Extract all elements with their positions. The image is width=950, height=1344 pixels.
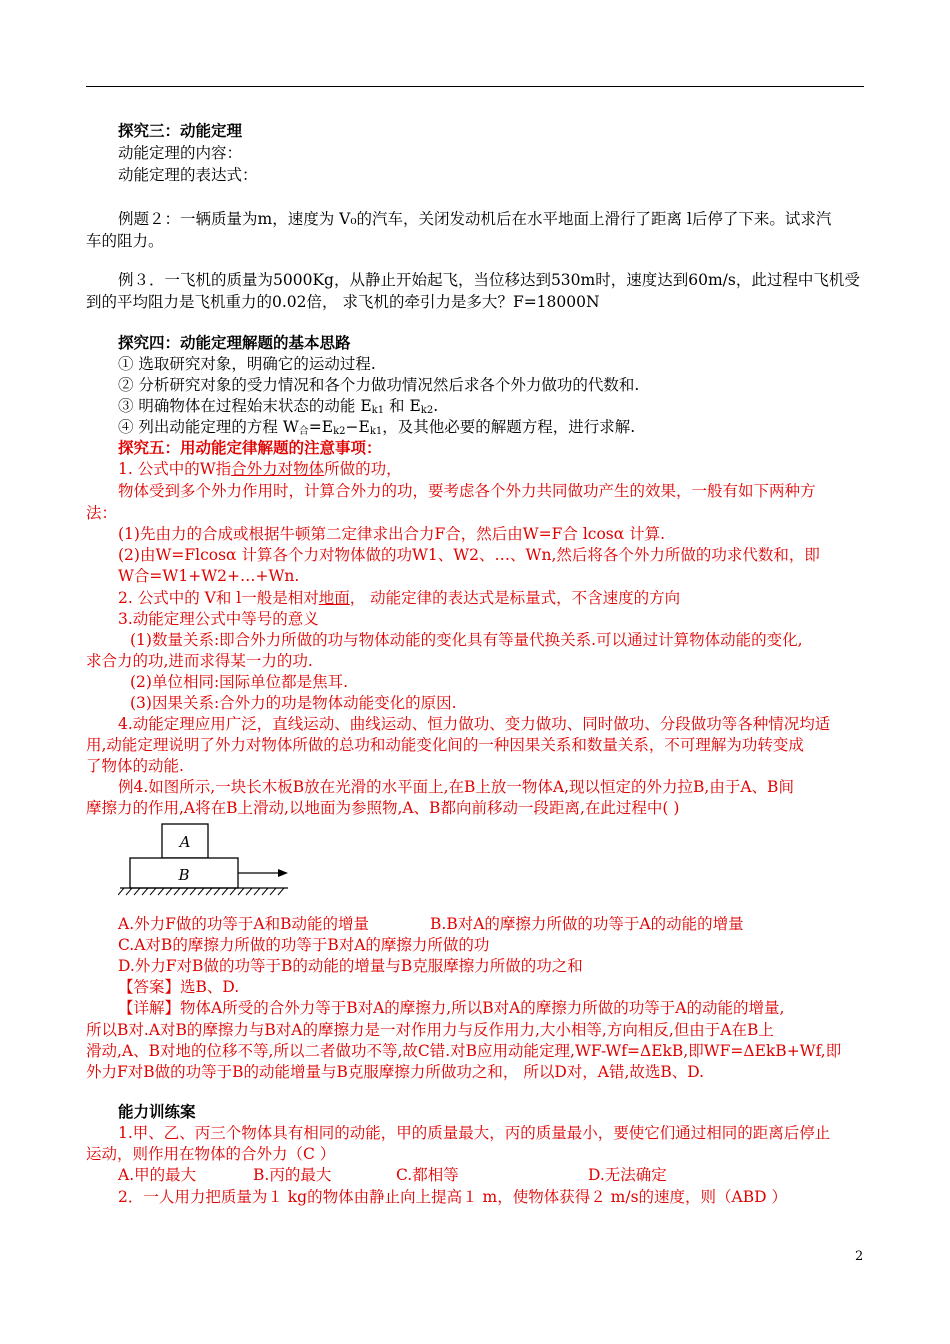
detail-line4: 外力F对B做的功等于B的动能增量与B克服摩擦力所做功之和， 所以D对，A错,故选B、D.: [86, 1063, 705, 1081]
training-heading: 能力训练案: [118, 1103, 196, 1121]
detail-line3: 滑动,A、B对地的位移不等,所以二者做功不等,故C错.对B应用动能定理,WF-Wf=ΔEkB,即WF=ΔEkB+Wf,即: [86, 1042, 842, 1060]
q1-line1: 1.甲、乙、丙三个物体具有相同的动能，甲的质量最大，丙的质量最小，要使它们通过相同的距离后停止: [118, 1124, 831, 1142]
option-b: B.B对A的摩擦力所做的功等于A的动能的增量: [430, 915, 744, 933]
section3-heading: 探究三：动能定理: [118, 122, 243, 140]
step2: ② 分析研究对象的受力情况和各个力做功情况然后求各个外力做功的代数和.: [118, 376, 640, 394]
note4-line2: 用,动能定理说明了外力对物体所做的总功和动能变化间的一种因果关系和数量关系，不可理解为功转变成: [86, 736, 804, 754]
note2: 2. 公式中的 V和 l一般是相对地面， 动能定律的表达式是标量式，不含速度的方向: [118, 589, 681, 607]
header-rule: [86, 86, 864, 87]
page-number: 2: [855, 1249, 864, 1264]
step3: ③ 明确物体在过程始末状态的动能 $E_{k1}$ 和 $E_{k2}$.: [118, 397, 439, 416]
note3-title: 3.动能定理公式中等号的意义: [118, 610, 319, 628]
example4-line1: 例4.如图所示,一块长木板B放在光滑的水平面上,在B上放一物体A,现以恒定的外力拉B,由于A、B间: [118, 778, 794, 796]
q1-line2: 运动，则作用在物体的合外力（C ）: [86, 1145, 336, 1163]
option-c: C.A对B的摩擦力所做的功等于B对A的摩擦力所做的功: [118, 936, 490, 954]
example4-line2: 摩擦力的作用,A将在B上滑动,以地面为参照物,A、B都向前移动一段距离,在此过程中( ): [86, 799, 680, 817]
example3-line1: 例３．一飞机的质量为5000Kg，从静止开始起飞，当位移达到530m时，速度达到60m/s，此过程中飞机受: [118, 271, 860, 289]
expression-label: 动能定理的表达式：: [118, 166, 258, 184]
detail-line2: 所以B对.A对B的摩擦力与B对A的摩擦力是一对作用力与反作用力,大小相等,方向相反,但由于A在B上: [86, 1021, 774, 1039]
q2: 2．一人用力把质量为１ kg的物体由静止向上提高１ m，使物体获得２ m/s的速度，则（ABD ）: [118, 1188, 787, 1206]
ground-hatch: [118, 888, 284, 895]
example3-line2: 到的平均阻力是飞机重力的0.02倍， 求飞机的牵引力是多大？F=18000N: [86, 293, 600, 311]
note4-line1: 4.动能定理应用广泛，直线运动、曲线运动、恒力做功、变力做功、同时做功、分段做功等各种情况均适: [118, 715, 831, 733]
section4-heading: 探究四：动能定理解题的基本思路: [118, 334, 351, 352]
answer: 【答案】选B、D.: [118, 978, 240, 996]
q1-option-c: C.都相等: [396, 1166, 459, 1184]
detail-line1: 【详解】物体A所受的合外力等于B对A的摩擦力,所以B对A的摩擦力所做的功等于A的动能的增量,: [118, 999, 785, 1017]
method2-line2: W合=W1+W2+…+Wn.: [118, 567, 300, 585]
example2-line2: 车的阻力。: [86, 232, 164, 250]
step1: ① 选取研究对象，明确它的运动过程.: [118, 355, 376, 373]
q1-option-a: A.甲的最大: [118, 1166, 197, 1184]
note3b: (2)单位相同:国际单位都是焦耳.: [130, 673, 349, 691]
q1-option-d: D.无法确定: [588, 1166, 667, 1184]
content-label: 动能定理的内容：: [118, 144, 243, 162]
note3a-line1: (1)数量关系:即合外力所做的功与物体动能的变化具有等量代换关系.可以通过计算物体动能的变化,: [130, 631, 803, 649]
note4-line3: 了物体的动能.: [86, 757, 184, 775]
note3a-line2: 求合力的功,进而求得某一力的功.: [86, 652, 313, 670]
block-b-label: B: [178, 866, 190, 884]
section5-heading: 探究五：用动能定律解题的注意事项：: [118, 439, 382, 457]
method2-line1: (2)由W=Flcosα 计算各个力对物体做的功W1、W2、…、Wn,然后将各个外力所做的功求代数和，即: [118, 546, 820, 564]
note1-line1: 1. 公式中的W指合外力对物体所做的功，: [118, 460, 402, 478]
option-d: D.外力F对B做的功等于B的动能的增量与B克服摩擦力所做的功之和: [118, 957, 583, 975]
block-a-label: A: [179, 833, 191, 851]
note1-line2: 物体受到多个外力作用时，计算合外力的功，要考虑各个外力共同做功产生的效果，一般有如下两种方: [118, 482, 816, 500]
option-a: A.外力F做的功等于A和B动能的增量: [118, 915, 369, 933]
blocks-figure: [118, 820, 298, 900]
method1: (1)先由力的合成或根据牛顿第二定律求出合力F合，然后由W=F合 lcosα 计算.: [118, 525, 666, 543]
step4: ④ 列出动能定理的方程 $W_合=E_{k2}-E_{k1}$，及其他必要的解题方程，进行求解.: [118, 418, 636, 437]
note3c: (3)因果关系:合外力的功是物体动能变化的原因.: [130, 694, 457, 712]
example2-line1: 例题２：一辆质量为m，速度为 V₀的汽车，关闭发动机后在水平地面上滑行了距离 l后停了下来。试求汽: [118, 210, 832, 228]
note1-line3: 法：: [86, 504, 118, 522]
force-arrowhead: [278, 869, 288, 877]
q1-option-b: B.丙的最大: [253, 1166, 332, 1184]
